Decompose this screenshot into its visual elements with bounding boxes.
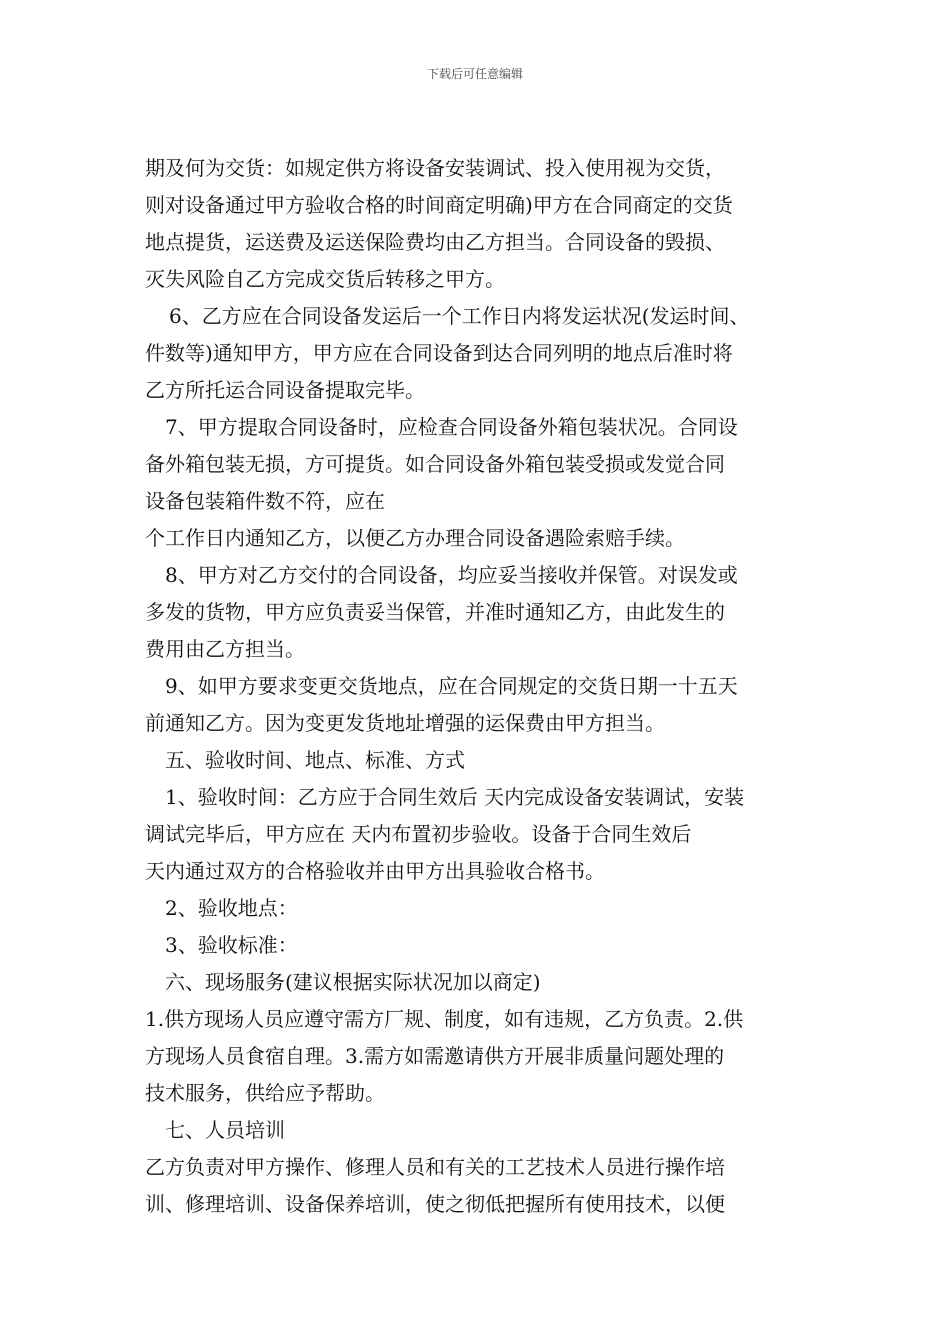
text-line: 调试完毕后，甲方应在 天内布置初步验收。设备于合同生效后: [145, 822, 692, 846]
section-heading: 七、人员培训: [165, 1118, 285, 1142]
text-line: 个工作日内通知乙方，以便乙方办理合同设备遇险索赔手续。: [145, 526, 685, 550]
text-line: 训、修理培训、设备保养培训，使之彻低把握所有使用技术，以便: [145, 1192, 725, 1216]
section-heading: 六、现场服务(建议根据实际状况加以商定): [165, 970, 541, 994]
text-line: 6、乙方应在合同设备发运后一个工作日内将发运状况(发运时间、: [169, 304, 750, 328]
text-line: 方现场人员食宿自理。3.需方如需邀请供方开展非质量问题处理的: [145, 1044, 725, 1068]
text-line: 乙方所托运合同设备提取完毕。: [145, 378, 425, 402]
text-line: 地点提货，运送费及运送保险费均由乙方担当。合同设备的毁损、: [145, 230, 725, 254]
document-body: [145, 150, 825, 1223]
text-line: 设备包装箱件数不符，应在: [145, 489, 385, 513]
text-line: 技术服务，供给应予帮助。: [145, 1081, 385, 1105]
text-line: 乙方负责对甲方操作、修理人员和有关的工艺技术人员进行操作培: [145, 1155, 725, 1179]
text-line: 件数等)通知甲方，甲方应在合同设备到达合同列明的地点后准时将: [145, 341, 733, 365]
text-line: 费用由乙方担当。: [145, 637, 305, 661]
text-line: 前通知乙方。因为变更发货地址增强的运保费由甲方担当。: [145, 711, 665, 735]
text-line: 天内通过双方的合格验收并由甲方出具验收合格书。: [145, 859, 605, 883]
section-heading: 五、验收时间、地点、标准、方式: [165, 748, 465, 772]
text-line: 1.供方现场人员应遵守需方厂规、制度，如有违规，乙方负责。2.供: [145, 1007, 744, 1031]
text-line: 灭失风险自乙方完成交货后转移之甲方。: [145, 267, 505, 291]
text-line: 3、验收标准：: [165, 933, 298, 957]
text-line: 期及何为交货：如规定供方将设备安装调试、投入使用视为交货，: [145, 156, 725, 180]
text-line: 备外箱包装无损，方可提货。如合同设备外箱包装受损或发觉合同: [145, 452, 725, 476]
text-line: 8、甲方对乙方交付的合同设备，均应妥当接收并保管。对误发或: [165, 563, 738, 587]
text-line: 9、如甲方要求变更交货地点，应在合同规定的交货日期一十五天: [165, 674, 738, 698]
text-line: 则对设备通过甲方验收合格的时间商定明确)甲方在合同商定的交货: [145, 193, 733, 217]
text-line: 多发的货物，甲方应负责妥当保管，并准时通知乙方，由此发生的: [145, 600, 725, 624]
text-line: 2、验收地点：: [165, 896, 298, 920]
text-line: 1、验收时间：乙方应于合同生效后 天内完成设备安装调试，安装: [165, 785, 745, 809]
text-line: 7、甲方提取合同设备时，应检查合同设备外箱包装状况。合同设: [165, 415, 738, 439]
page-header-note: 下载后可任意编辑: [426, 67, 523, 81]
